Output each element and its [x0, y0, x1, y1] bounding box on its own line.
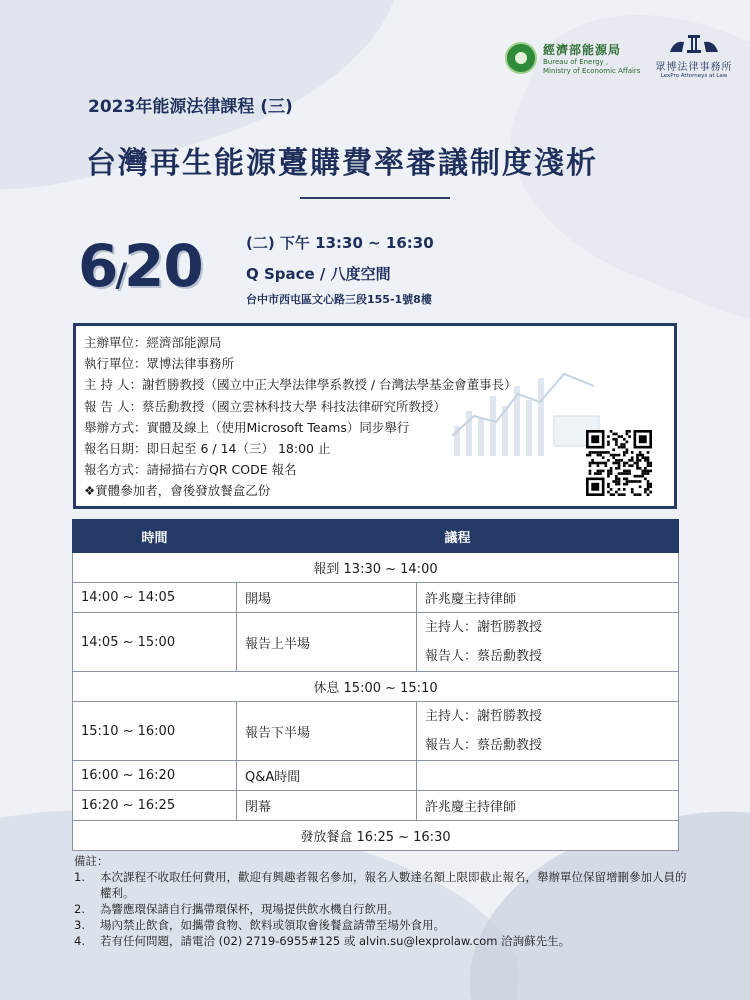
- row-speaker: 報告人：蔡岳勳教授: [425, 649, 543, 664]
- info-host: 主 持 人：謝哲勝教授（國立中正大學法律學系教授 / 台灣法學基金會董事長）: [84, 377, 517, 393]
- info-organizer: 主辦單位：經濟部能源局: [84, 335, 222, 350]
- row-item: Q&A時間: [237, 761, 417, 791]
- info-executor: 執行單位：眾博法律事務所: [84, 356, 235, 372]
- table-row: [73, 613, 679, 672]
- table-row: [73, 583, 679, 613]
- notes: [74, 853, 694, 949]
- info-box: [73, 323, 677, 509]
- date-month: 6: [78, 232, 118, 300]
- break-row: 休息 15:00 ~ 15:10: [73, 672, 679, 702]
- note-text: 場內禁止飲食，如攜帶食物、飲料或領取會後餐盒請帶至場外食用。: [100, 918, 445, 932]
- title-divider: [300, 197, 450, 199]
- table-row: [73, 791, 679, 821]
- info-registration-date: 報名日期：即日起至 6 / 14（三） 18:00 止: [84, 441, 331, 457]
- note-text: 若有任何問題，請電洽 (02) 2719-6955#125 或 alvin.su@lexprolaw.com 洽詢蘇先生。: [100, 934, 571, 948]
- row-person: [417, 761, 679, 791]
- row-time: 14:05 ~ 15:00: [73, 613, 237, 672]
- event-time: (二) 下午 13:30 ~ 16:30: [246, 234, 434, 252]
- note-number: 3.: [74, 918, 85, 932]
- row-host: 主持人：謝哲勝教授: [425, 620, 543, 635]
- event-address: 台中市西屯區文心路三段155-1號8樓: [246, 293, 432, 306]
- date-day: 20: [124, 232, 203, 300]
- closing-row: 發放餐盒 16:25 ~ 16:30: [73, 821, 679, 851]
- lexpro-name: 眾博法律事務所: [655, 62, 733, 73]
- row-item: 報告下半場: [237, 702, 417, 761]
- note-item: [74, 901, 694, 917]
- info-registration-method: 報名方式：請掃描右方QR CODE 報名: [84, 462, 297, 478]
- row-item: 閉幕: [237, 791, 417, 821]
- event-venue: Q Space / 八度空間: [246, 265, 391, 283]
- row-time: 14:00 ~ 14:05: [73, 583, 237, 613]
- lexpro-name-en: LexPro Attorneys at Law: [660, 73, 728, 79]
- bureau-of-energy-logo: [505, 40, 645, 76]
- page-title: 台灣再生能源躉購費率審議制度淺析: [86, 146, 598, 181]
- bureau-name: 經濟部能源局: [543, 43, 622, 57]
- registration-qr-code[interactable]: [586, 430, 652, 496]
- note-number: 1.: [74, 870, 85, 884]
- note-text: 本次課程不收取任何費用，歡迎有興趣者報名參加，報名人數達名額上限即截止報名，舉辦單位保留增刪參加人員的權利。: [100, 870, 687, 900]
- row-time: 15:10 ~ 16:00: [73, 702, 237, 761]
- note-item: [74, 933, 694, 949]
- table-row: [73, 702, 679, 761]
- checkin-row: 報到 13:30 ~ 14:00: [73, 553, 679, 583]
- row-person: 許兆慶主持律師: [417, 583, 679, 613]
- row-speaker: 報告人：蔡岳勳教授: [425, 738, 543, 753]
- row-item: 報告上半場: [237, 613, 417, 672]
- schedule-table: [72, 519, 679, 851]
- header-agenda: 議程: [237, 520, 679, 553]
- info-speaker: 報 告 人：蔡岳勳教授（國立雲林科技大學 科技法律研究所教授）: [84, 398, 446, 414]
- row-host: 主持人：謝哲勝教授: [425, 709, 543, 724]
- row-time: 16:00 ~ 16:20: [73, 761, 237, 791]
- bureau-name-en-line1: Bureau of Energy ,: [543, 58, 609, 66]
- event-date: [78, 232, 203, 300]
- row-person: 許兆慶主持律師: [417, 791, 679, 821]
- note-number: 4.: [74, 934, 85, 948]
- row-item: 開場: [237, 583, 417, 613]
- table-row: [73, 761, 679, 791]
- info-format: 舉辦方式：實體及線上（使用Microsoft Teams）同步舉行: [84, 419, 410, 435]
- row-time: 16:20 ~ 16:25: [73, 791, 237, 821]
- bureau-seal-icon: [505, 42, 537, 74]
- note-number: 2.: [74, 902, 85, 916]
- notes-heading: 備註：: [74, 854, 109, 868]
- header-time: 時間: [73, 520, 237, 553]
- note-text: 為響應環保請自行攜帶環保杯，現場提供飲水機自行飲用。: [100, 902, 399, 916]
- lexpro-emblem-icon: [668, 34, 720, 54]
- bureau-name-en-line2: Ministry of Economic Affairs: [543, 67, 641, 75]
- info-meal-note: ❖實體參加者，會後發放餐盒乙份: [84, 483, 271, 499]
- note-item: [74, 917, 694, 933]
- date-separator: /: [115, 256, 127, 294]
- course-subtitle: 2023年能源法律課程 (三): [88, 97, 293, 117]
- lexpro-logo: [652, 34, 736, 79]
- note-item: [74, 869, 694, 901]
